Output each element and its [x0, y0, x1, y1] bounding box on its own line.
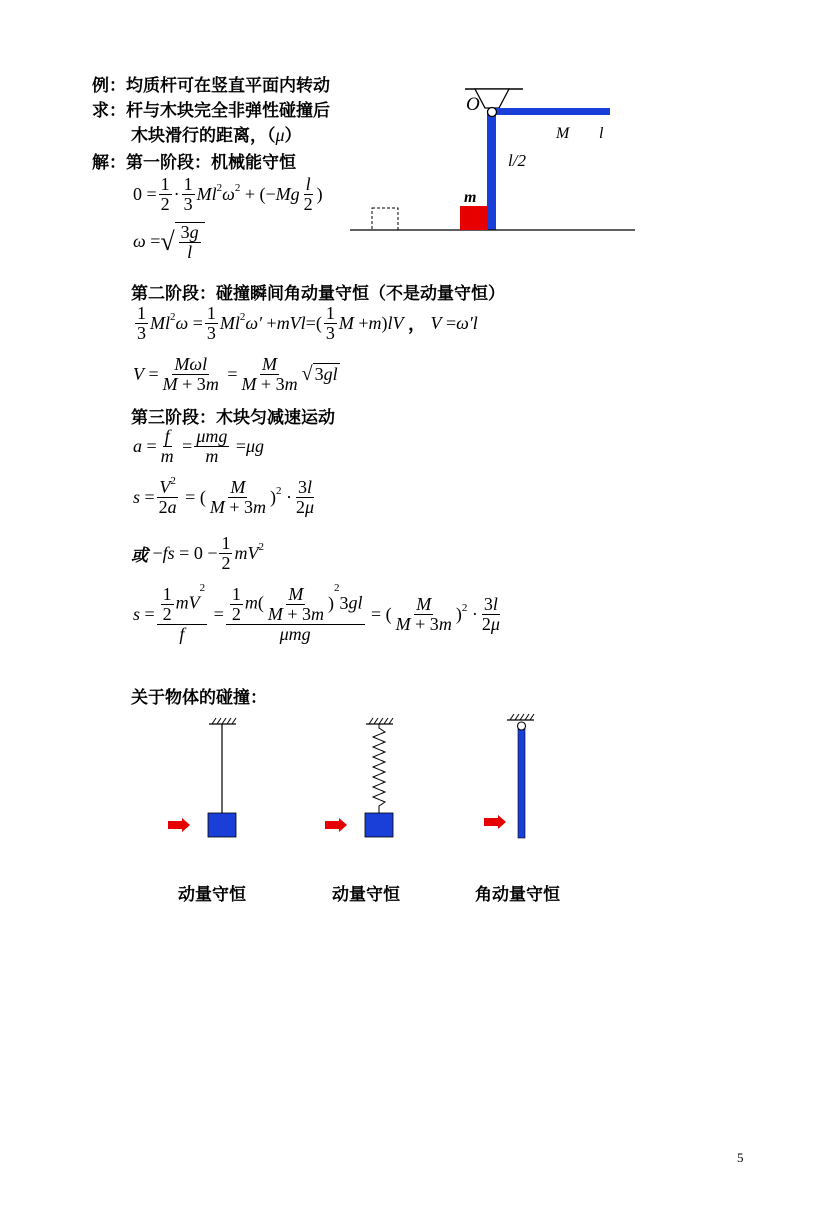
- mu-symbol: μ: [275, 125, 285, 145]
- pivot-icon: [518, 722, 526, 730]
- arrow-icon: [168, 818, 190, 832]
- label-momentum-2: 动量守恒: [332, 885, 400, 905]
- equation-acceleration: a = $\frac{f}{m}$ = $\frac{\text{μmg}}{m}$ = μg: [133, 426, 265, 466]
- arrow-icon: [484, 815, 506, 829]
- stage-2-heading: 第二阶段：碰撞瞬间角动量守恒（不是动量守恒）: [131, 284, 505, 304]
- string-pendulum-diagram: [168, 718, 236, 837]
- label-M: M: [556, 125, 570, 142]
- equation-work-energy: 或 − fs = 0 − $\frac{1}{2}$ $mV^2$: [131, 533, 264, 573]
- rod-block-diagram: [345, 80, 645, 240]
- label-half-l: l/2: [508, 151, 526, 170]
- equation-omega: ω = √ $\frac{3g}{l}$: [133, 222, 205, 262]
- label-momentum-1: 动量守恒: [178, 885, 246, 905]
- block-m: [460, 206, 488, 230]
- problem-line-1: 例：均质杆可在竖直平面内转动: [92, 76, 330, 96]
- collisions-heading: 关于物体的碰撞：: [131, 688, 267, 708]
- equation-distance: s = $\frac{V^2}{2a}$ = ( $\frac{M}{M + 3m}$ )$^2$ · $\frac{3l}{2\mu}$: [133, 475, 315, 517]
- or-label: 或: [131, 545, 148, 566]
- rod-vertical: [487, 110, 496, 230]
- arrow-icon: [325, 818, 347, 832]
- equation-velocity: V = $\frac{\text{Mωl}}{M + 3m}$ = $\frac{M}{M + 3m}$ √ 3gl: [133, 354, 338, 394]
- final-block-position: [372, 208, 398, 230]
- pivot-support-icon: [475, 89, 509, 108]
- equation-energy: 0 = $\frac{1}{2}$ · $\frac{1}{3}$ $Ml^2\omega^2$ + (− Mg $\frac{l}{2}$ ): [133, 174, 323, 214]
- rod-pendulum-diagram: [484, 714, 534, 838]
- equation-distance-energy: s = $\frac{1}{2}$ $mV^2$ f = $\frac{1}{2}$ m( $\frac{M}{M + 3m}$ )$^2$3gl μmg = ( $\frac{M}{M + 3m}$ )$^2$ · $\frac{3l}{2\mu}$: [133, 582, 500, 644]
- page-number: 5: [737, 1150, 744, 1165]
- stage-3-heading: 第三阶段：木块匀减速运动: [131, 408, 335, 428]
- pivot-label: O: [466, 94, 480, 115]
- rod-horizontal: [492, 108, 610, 115]
- spring-pendulum-diagram: [325, 718, 393, 837]
- problem-line-2: 求：杆与木块完全非弹性碰撞后: [92, 101, 330, 121]
- stage-1-heading: 解：第一阶段：机械能守恒: [92, 153, 296, 173]
- collision-diagrams: [160, 712, 580, 847]
- pivot-icon: [488, 108, 497, 117]
- label-angular-momentum: 角动量守恒: [475, 885, 560, 905]
- label-l: l: [599, 125, 604, 142]
- problem-line-3-end: ）: [284, 126, 302, 146]
- problem-line-3: [131, 121, 302, 146]
- equation-angular-momentum: $\frac{1}{3}$ Ml$^2$ω = $\frac{1}{3}$ Ml$^2$ω′ + mVl =( $\frac{1}{3}$ M + m ) lV ， V = ω′l: [137, 303, 478, 343]
- label-m: m: [464, 189, 477, 206]
- problem-line-3-text: 木块滑行的距离，（: [131, 126, 276, 146]
